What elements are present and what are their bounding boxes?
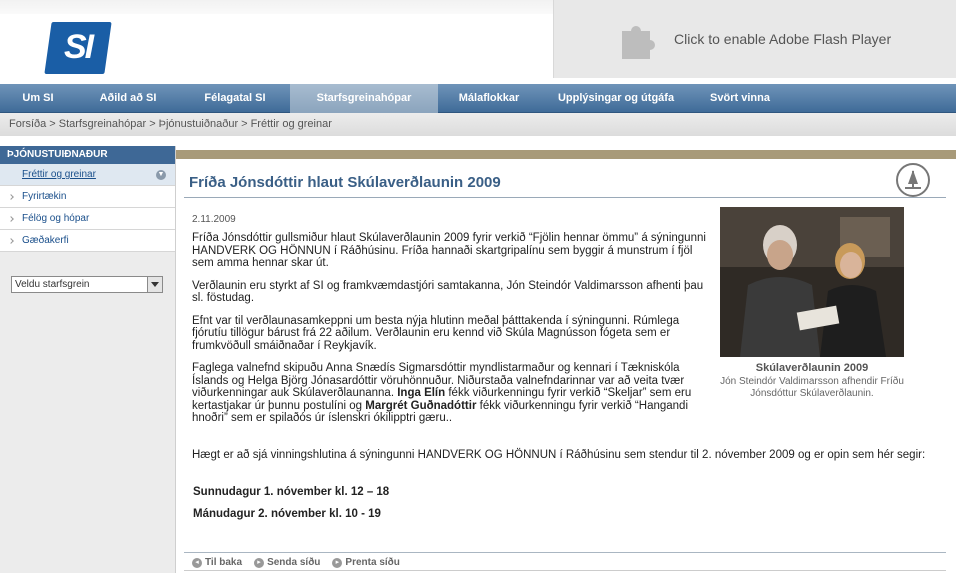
site-header: [0, 0, 956, 84]
photo-image: [720, 207, 904, 357]
opening-hours-monday: Mánudagur 2. nóvember kl. 10 - 19: [193, 508, 381, 520]
winner-name: Margrét Guðnadóttir: [365, 399, 477, 412]
print-icon: ▸: [332, 558, 342, 568]
flash-text: Click to enable Adobe Flash Player: [674, 31, 892, 47]
rocket-icon[interactable]: [896, 163, 930, 197]
footer-rule-bottom: [184, 570, 946, 571]
breadcrumb-thjonustuidnadur[interactable]: Þjónustuiðnaður: [158, 118, 239, 130]
article-text: fékk viðurkenningu fyrir verkið “Skeljar” sem eru kertastjakar úr þunnu postulíni og: [192, 387, 692, 412]
sector-select-value: Veldu starfsgrein: [15, 279, 90, 290]
breadcrumb-separator: >: [149, 118, 156, 130]
breadcrumb: [0, 113, 956, 136]
sidebar-item-fyrirtaekin[interactable]: [0, 186, 175, 208]
chevron-down-icon: ▼: [157, 171, 165, 178]
flash-placeholder[interactable]: [553, 0, 956, 78]
main-content: [176, 146, 956, 573]
back-icon: ◂: [192, 558, 202, 568]
breadcrumb-starfsgreinahopar[interactable]: Starfsgreinahópar: [58, 118, 147, 130]
nav-item-upplysingar[interactable]: Upplýsingar og útgáfa: [557, 92, 675, 104]
article-text: Faglega valnefnd skipuðu Anna Snædís Sigmarsdóttir myndlistarmaður og kennari í Tækniskóla Íslands og Helga Björg Jónasardóttir vöruhönnuður. Niðurstaða valnefndarinnar var að veita tvær viðurkenningar auk Skúlaverðlaunanna.: [192, 362, 685, 399]
sidebar-item-label: Félög og hópar: [22, 213, 90, 224]
sidebar-item-frettir[interactable]: [0, 164, 175, 186]
sidebar-title: ÞJÓNUSTUIÐNAÐUR: [0, 146, 175, 164]
send-page-link[interactable]: [254, 557, 320, 568]
photo-caption-text: Jón Steindór Valdimarsson afhendir Fríðu Jónsdóttur Skúlaverðlaunin.: [720, 376, 904, 399]
sector-select[interactable]: [11, 276, 163, 293]
article-photo: [720, 207, 904, 357]
sidebar-item-felog[interactable]: [0, 208, 175, 230]
back-link[interactable]: [192, 557, 242, 568]
title-rule: [184, 197, 946, 198]
nav-item-um-si[interactable]: Um SI: [22, 92, 54, 104]
puzzle-piece-icon: [616, 17, 660, 61]
back-link-label: Til baka: [205, 557, 243, 568]
si-logo[interactable]: [44, 22, 111, 74]
opening-hours-sunday: Sunnudagur 1. nóvember kl. 12 – 18: [193, 486, 390, 498]
chevron-right-icon: [8, 238, 14, 244]
gold-divider-bar: [176, 150, 956, 159]
header-top-strip: [0, 0, 553, 14]
article-footer-links: [192, 557, 400, 568]
nav-item-starfsgreinahopar[interactable]: Starfsgreinahópar: [290, 84, 438, 113]
nav-item-malaflokkar[interactable]: Málaflokkar: [458, 92, 520, 104]
nav-item-felagatal[interactable]: Félagatal SI: [204, 92, 266, 104]
breadcrumb-home[interactable]: Forsíða: [9, 118, 47, 130]
article-title: Fríða Jónsdóttir hlaut Skúlaverðlaunin 2009: [189, 174, 501, 191]
dropdown-arrow-icon[interactable]: [147, 277, 162, 292]
article-paragraph: [192, 362, 712, 425]
sidebar-item-label: Fyrirtækin: [22, 191, 67, 202]
print-page-link[interactable]: [332, 557, 399, 568]
sidebar-item-gaedakerfi[interactable]: [0, 230, 175, 252]
article-paragraph: Fríða Jónsdóttir gullsmiður hlaut Skúlaverðlaunin 2009 fyrir verkið “Fjölin hennar ömmu” á sýningunni HANDVERK OG HÖNNUN í Ráðhúsinu. Fríða hannaði skartgripalínu sem byggir á munstrum í fjöl sem amma hennar skar út.: [192, 232, 706, 269]
main-nav: [0, 84, 956, 113]
article-body: [192, 232, 712, 435]
sidebar-item-label: Gæðakerfi: [22, 235, 69, 246]
breadcrumb-separator: >: [241, 118, 248, 130]
logo-text: SI: [64, 28, 93, 66]
article-date: 2.11.2009: [192, 214, 236, 225]
footer-rule: [184, 552, 946, 553]
article-paragraph: Verðlaunin eru styrkt af SI og framkvæmdastjóri samtakanna, Jón Steindór Valdimarsson afhenti þau sl. föstudag.: [192, 279, 704, 304]
rocket-icon-base: [905, 187, 921, 189]
breadcrumb-current: Fréttir og greinar: [250, 118, 332, 130]
article-paragraph: Hægt er að sjá vinningshlutina á sýningunni HANDVERK OG HÖNNUN í Ráðhúsinu sem stendur til 2. nóvember 2009 og er opin sem hér segir:: [192, 449, 926, 461]
article-text: fékk viðurkenningu fyrir verkið “Hangandi hnoðri” sem er spilaðós úr íslenskri ókilipptri gæru..: [192, 399, 689, 424]
send-icon: ▸: [254, 558, 264, 568]
chevron-right-icon: [8, 194, 14, 200]
sidebar: [0, 146, 176, 573]
nav-item-adild[interactable]: Aðild að SI: [99, 92, 157, 104]
breadcrumb-separator: >: [49, 118, 56, 130]
sidebar-item-label: Fréttir og greinar: [22, 169, 96, 180]
winner-name: Inga Elín: [397, 387, 446, 399]
nav-item-svort-vinna[interactable]: Svört vinna: [710, 92, 770, 104]
chevron-right-icon: [8, 216, 14, 222]
article-paragraph: Efnt var til verðlaunasamkeppni um besta nýja hlutinn meðal þátttakenda í sýningunni. Rúmlega fjórutíu tillögur bárust frá 22 aðilum. Verðlaunin eru kennd við Skúla Magnússon fógeta sem er frumkvöðull smáiðnaðar í Reykjavík.: [192, 314, 680, 352]
send-page-label: Senda síðu: [267, 557, 321, 568]
photo-caption-title: Skúlaverðlaunin 2009: [755, 362, 869, 374]
print-page-label: Prenta síðu: [345, 557, 400, 568]
